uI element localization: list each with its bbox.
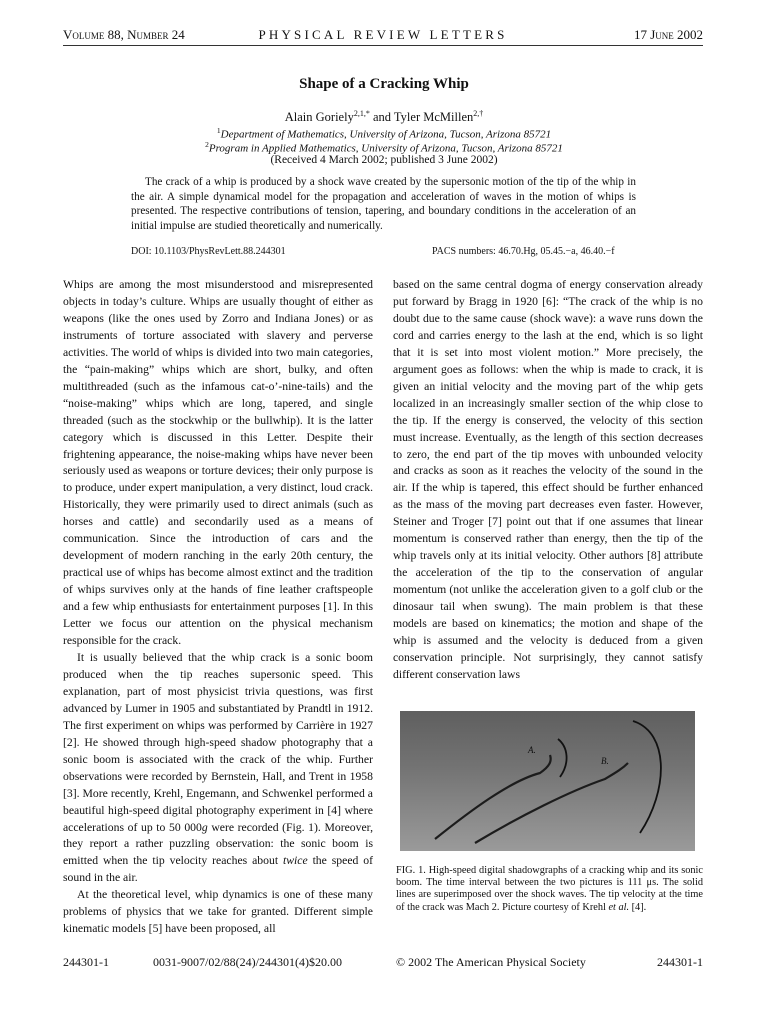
affiliation-number: 2: [205, 140, 209, 149]
copyright-notice: © 2002 The American Physical Society: [396, 955, 586, 969]
body-paragraph: Whips are among the most misunderstood and misrepresented objects in today’s culture. Whips are usually thought of either as weapons (like the ones used by Zorro and Indiana Jones) or as instruments of torture associated with slavery and perverse activities. The world of whips is divided into two main categories, the “pain-making” whips which are short, bulky, and often multithreaded (such as the infamous cat-o’-nine-tails) and the “noise-making” whips which are long, tapered, and single threaded (such as the stockwhip or the bullwhip). It is the latter category which is discussed in this Letter. Despite their frightening appearance, the noise-making whips have never been seriously used as weapons or torture devices; their only purpose is to produce, under expert manipulation, a very distinct, loud crack. Historically, they were primarily used to direct animals (such as horses and cattle) and secondarily used as a means of communication. Since the introduction of cars and the development of modern ranching in the early 20th century, the practical use of whips has become almost extinct and the tradition of whips survives only at the hands of fine leather craftspeople and a few whip enthusiasts for entertainment purposes [1]. In this Letter we focus our attention on the physical mechanism responsible for the crack.: [63, 278, 373, 648]
shock-wave-b: [633, 721, 661, 833]
pacs-numbers: PACS numbers: 46.70.Hg, 05.45.−a, 46.40.−f: [432, 246, 615, 257]
whip-a: [435, 755, 551, 839]
figure-label-b: B.: [601, 756, 609, 766]
affiliation-text: Department of Mathematics, University of Arizona, Tucson, Arizona 85721: [220, 128, 552, 141]
received-dates: (Received 4 March 2002; published 3 June 2002): [270, 154, 498, 166]
author-name: Alain Goriely: [284, 110, 354, 125]
affiliation: [0, 126, 768, 141]
body-paragraph: based on the same central dogma of energy conservation already put forward by Bragg in 1920 [6]: “The crack of the whip is no doubt due to the same cause (shock wave): a wave runs down the cord and carries energy to the lash at the end, which is so light that it is set into most violent motion.” More precisely, the argument goes as follows: when the whip is made to crack, it is given an initial velocity and the moving part of the whip gets localized in an increasingly smaller section of the whip close to the tip. If the energy is conserved, the velocity of this section must increase. Eventually, as the length of this section decreases to zero, the end part of the tip moves with unbounded velocity and cracks as soon as it reaches the velocity of the sound in the air. If the whip is tapered, this effect should be further enhanced as the mass of the moving part decreases even faster. However, Steiner and Troger [7] point out that if one assumes that linear momentum is conserved rather than energy, then the tip of the whip travels only at its initial velocity. Other authors [8] attribute the acceleration of the tip to the conservation of angular momentum (not unlike the acceleration given to a golf club or the dinosaur tail when swung). The main problem is that these models are based on kinematics; the motion and shape of the whip is assumed and the velocity is deduced from a given conservation principle. Not surprisingly, they cannot satisfy different conservation laws: [393, 278, 703, 681]
affiliation-number: 1: [216, 126, 221, 135]
body-paragraph: At the theoretical level, whip dynamics is one of these many problems of physics that we take for granted. Different simple kinematic models [5] have been proposed, all: [63, 888, 373, 936]
figure-caption: [396, 865, 703, 914]
author-superscript: 2,†: [473, 109, 484, 118]
journal-name: PHYSICAL REVIEW LETTERS: [258, 27, 508, 42]
shadowgraph-image: [400, 711, 695, 851]
body-text: the speed of sound in the air.: [63, 854, 373, 885]
emphasis-text: twice: [282, 854, 308, 868]
page-number-right: 244301-1: [657, 955, 703, 969]
body-column-left: [63, 277, 373, 938]
caption-text: [4].: [629, 901, 647, 913]
author-conjunction: and: [369, 110, 394, 125]
running-footer: [63, 955, 703, 971]
doi: DOI: 10.1103/PhysRevLett.88.244301: [131, 246, 286, 257]
affiliation-text: Program in Applied Mathematics, University of Arizona, Tucson, Arizona 85721: [208, 142, 563, 155]
whip-b: [475, 763, 628, 843]
body-text: It is usually believed that the whip crack is a sonic boom produced when the tip reaches supersonic speed. This explanation, part of most physicist trivia questions, was first advanced by Lumer in 1905 and substantiated by Prandtl in 1912. The first experiment on whips was performed by Carrière in 1927 [2]. He showed through high-speed shadow photography that a sonic boom is associated with the crack of the whip. Further observations were recorded by Bernstein, Hall, and Trent in 1958 [3]. More recently, Krehl, Engemann, and Schwenkel performed a beautiful high-speed digital photography experiment in [4] where accelerations of up to 50 000: [63, 650, 373, 834]
shock-wave-a: [558, 739, 567, 777]
figure-label-a: A.: [528, 745, 536, 755]
author-name: Tyler McMillen: [393, 110, 474, 125]
author-line: [0, 109, 768, 125]
gravity-symbol: g: [201, 820, 208, 834]
caption-text: FIG. 1. High-speed digital shadowgraphs of a cracking whip and its sonic boom. The time interval between the two pictures is 111 μs. The solid lines are superimposed over the shock waves. The tip velocity at the time of the crack was Mach 2. Picture courtesy of Krehl: [396, 865, 703, 913]
issn-code: 0031-9007/02/88(24)/244301(4)$20.00: [153, 955, 342, 969]
issue-date: 17 June 2002: [633, 27, 703, 42]
page-number-left: 244301-1: [63, 955, 109, 969]
body-text: were recorded (Fig. 1). Moreover, they report a rather puzzling observation: the sonic boom is emitted when the tip velocity reaches about: [63, 820, 374, 868]
caption-etal: et al.: [608, 901, 630, 913]
body-paragraph: [63, 650, 373, 887]
figure-shadowgraph: [400, 711, 695, 851]
volume-number: Volume 88, Number 24: [63, 27, 185, 42]
running-header: [63, 27, 703, 46]
abstract: The crack of a whip is produced by a shock wave created by the supersonic motion of the tip of the whip in the air. A simple dynamical model for the propagation and acceleration of waves in the motion of whips is presented. The respective contributions of tension, tapering, and boundary conditions in the acceleration of an initial impulse are studied theoretically and numerically.: [131, 176, 636, 232]
paper-title: Shape of a Cracking Whip: [299, 76, 469, 92]
body-column-right: [393, 277, 703, 684]
affiliation: [0, 140, 768, 155]
author-superscript: 2,1,*: [353, 109, 370, 118]
